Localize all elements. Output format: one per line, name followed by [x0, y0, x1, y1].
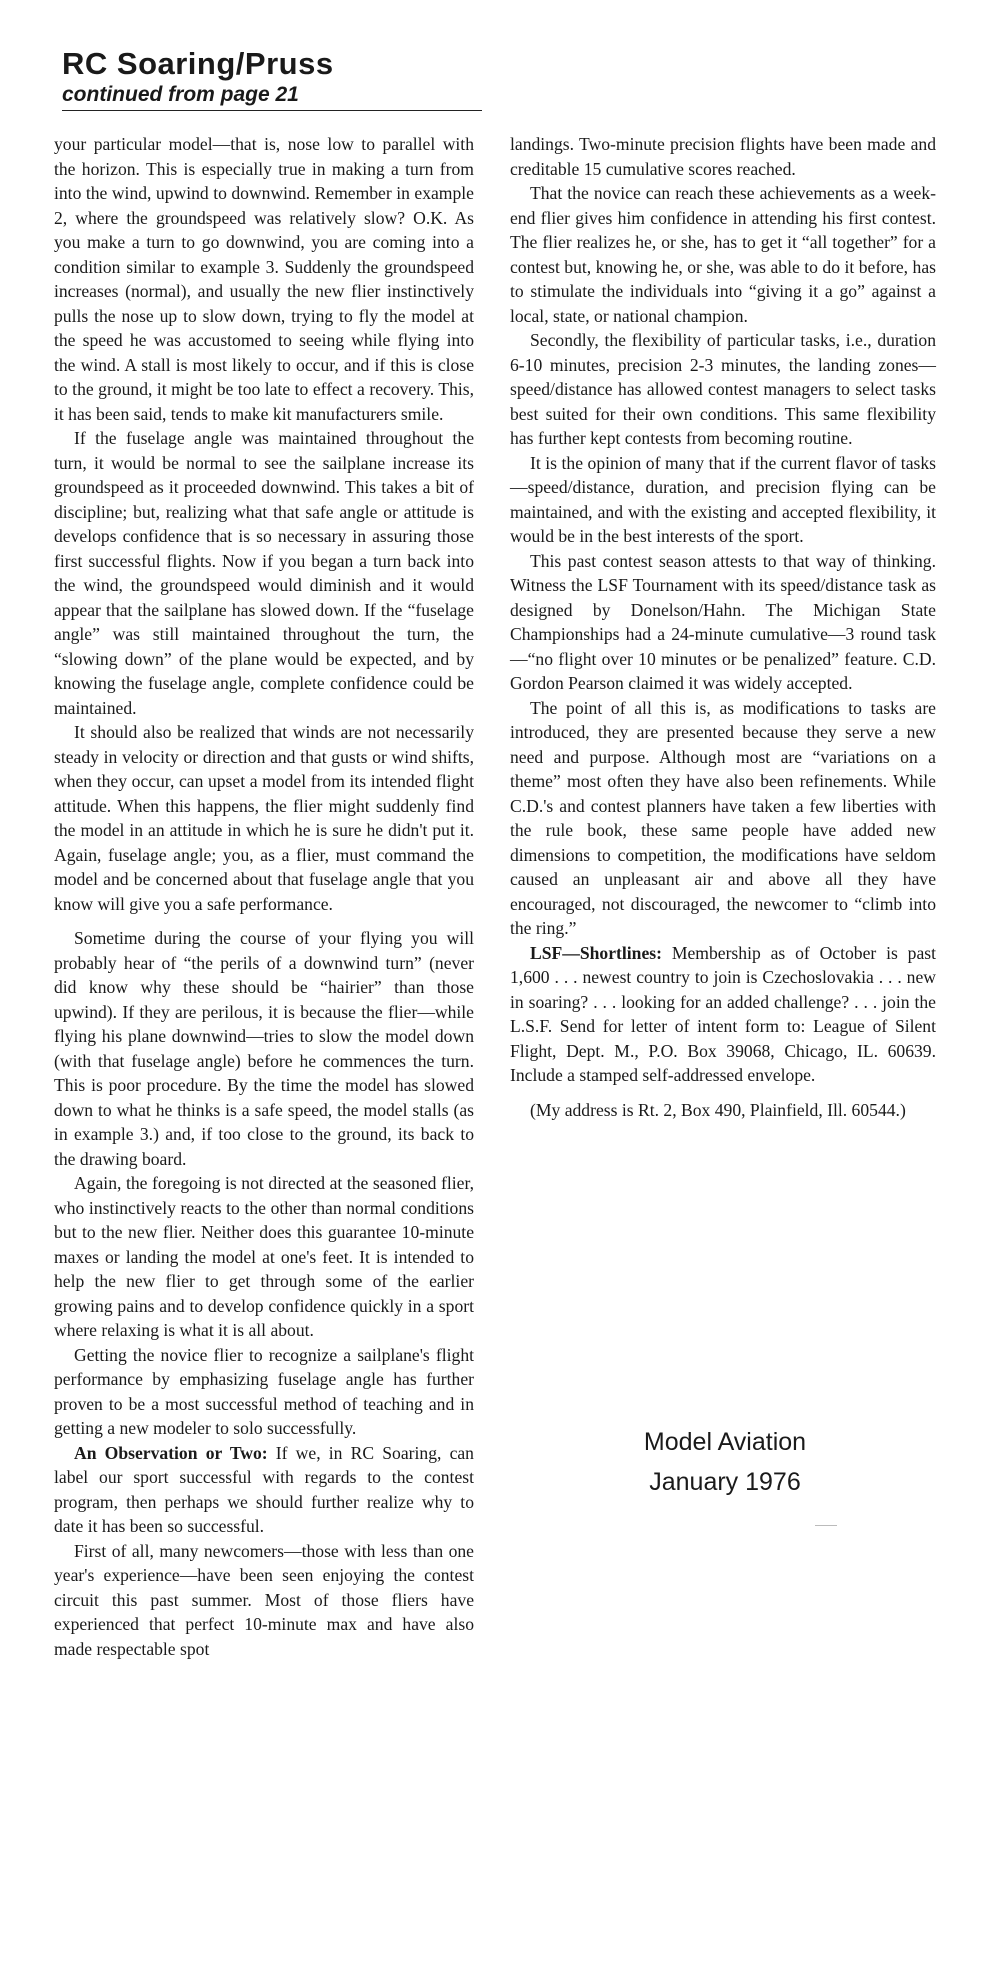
publication-name: Model Aviation: [643, 1428, 807, 1456]
section-lead: An Observation or Two:: [74, 1442, 268, 1463]
section-lead: LSF—Shortlines:: [530, 942, 662, 963]
divider: [815, 1525, 837, 1526]
paragraph: Secondly, the flexibility of particular tasks, i.e., duration 6-10 minutes, precision 2-3 minutes, the landing zones—speed/distance has allowed contest managers to select tasks best suited for their own conditions. This same flexibility has further kept contests from becoming routine.: [510, 330, 936, 448]
paragraph: (My address is Rt. 2, Box 490, Plainfield, Ill. 60544.): [530, 1099, 906, 1120]
paragraph: Sometime during the course of your flying you will probably hear of “the perils of a downwind turn” (never did know why these should be “hairier” than those upwind). If they are perilous, it is because the flier—while flying his plane downwind—tries to slow the model down (with that fuselage angle) before he commences the turn. This is poor procedure. By the time the model has slowed down to what he thinks is a safe speed, the model stalls (as in example 3.) and, if too close to the ground, its back to the drawing board.: [54, 928, 474, 1169]
right-column: [510, 132, 936, 1122]
paragraph: The point of all this is, as modifications to tasks are introduced, they are presented because they serve a new need and purpose. Although most are “variations on a theme” most often they have also been refinements. While C.D.'s and contest planners have taken a few liberties with the rule book, these same people have added new dimensions to competition, the modifications have seldom caused an unpleasant air and above all they have encouraged, not discouraged, the newcomer to “climb into the ring.”: [510, 697, 936, 938]
article-header: [62, 46, 482, 111]
issue-date: January 1976: [649, 1468, 801, 1496]
paragraph: Again, the foregoing is not directed at the seasoned flier, who instinctively reacts to the other than normal conditions but to the new flier. Neither does this guarantee 10-minute maxes or landing the model at one's feet. It is intended to help the new flier to get through some of the earlier growing pains and to develop confidence quickly in a sport where relaxing is what it is all about.: [54, 1173, 474, 1340]
paragraph: An Observation or Two: If we, in RC Soaring, can label our sport successful with regards to the contest program, then perhaps we should further realize why to date it has been so successful.: [54, 1442, 474, 1536]
left-column: [54, 132, 474, 1661]
article-title: RC Soaring/Pruss: [62, 46, 334, 81]
paragraph: LSF—Shortlines: Membership as of October is past 1,600 . . . newest country to join is Czechoslovakia . . . new in soaring? . . . looking for an added challenge? . . . join the L.S.F. Send for letter of intent form to: League of Silent Flight, Dept. M., P.O. Box 39068, Chicago, IL. 60639. Include a stamped self-addressed envelope.: [510, 942, 936, 1085]
paragraph: It is the opinion of many that if the current flavor of tasks—speed/distance, duration, and precision flying can be maintained, and with the existing and accepted flexibility, it would be in the best interests of the sport.: [510, 452, 936, 546]
publication-footer: [570, 1422, 880, 1502]
paragraph: It should also be realized that winds are not necessarily steady in velocity or direction and that gusts or wind shifts, when they occur, can upset a model from its intended flight attitude. When this happens, the flier might suddenly find the model in an attitude in which he is sure he didn't put it. Again, fuselage angle; you, as a flier, must command the model and be concerned about that fuselage angle that you know will give you a safe performance.: [54, 722, 474, 914]
paragraph: landings. Two-minute precision flights have been made and creditable 15 cumulative scores reached.: [510, 134, 936, 179]
continuation-note: continued from page 21: [62, 83, 299, 106]
paragraph: This past contest season attests to that way of thinking. Witness the LSF Tournament with its speed/distance task as designed by Donelson/Hahn. The Michigan State Championships had a 24-minute cumulative—3 round task—“no flight over 10 minutes or be penalized” feature. C.D. Gordon Pearson claimed it was widely accepted.: [510, 550, 936, 693]
paragraph: Getting the novice flier to recognize a sailplane's flight performance by emphasizing fuselage angle has further proven to be a most successful method of teaching and in getting a new modeler to solo successfully.: [54, 1344, 474, 1438]
paragraph: That the novice can reach these achievements as a week-end flier gives him confidence in attending his first contest. The flier realizes he, or she, has to get it “all together” for a contest but, knowing he, or she, was able to do it before, has to stimulate the individuals into “giving it a go” against a local, state, or national champion.: [510, 183, 936, 326]
paragraph: your particular model—that is, nose low to parallel with the horizon. This is especially true in making a turn from into the wind, upwind to downwind. Remember in example 2, where the groundspeed was relatively slow? O.K. As you make a turn to go downwind, you are coming into a condition similar to example 3. Suddenly the groundspeed increases (normal), and usually the new flier instinctively pulls the nose up to slow down, trying to fly the model at the speed he was accustomed to seeing while flying into the wind. A stall is most likely to occur, and if this is close to the ground, it might be too late to effect a recovery. This, it has been said, tends to make kit manufacturers smile.: [54, 134, 474, 424]
paragraph: If the fuselage angle was maintained throughout the turn, it would be normal to see the sailplane increase its groundspeed as it proceeded downwind. This takes a bit of discipline; but, realizing what that safe angle or attitude is develops confidence that is so necessary in assuring those first successful flights. Now if you began a turn back into the wind, the groundspeed would diminish and it would appear that the sailplane has slowed down. If the “fuselage angle” was still maintained throughout the turn, the “slowing down” of the plane would be expected, and by knowing the fuselage angle, complete confidence could be maintained.: [54, 428, 474, 718]
paragraph: First of all, many newcomers—those with less than one year's experience—have been seen enjoying the contest circuit this past summer. Most of those fliers have experienced that perfect 10-minute max and have also made respectable spot: [54, 1540, 474, 1659]
header-rule: [62, 110, 482, 111]
